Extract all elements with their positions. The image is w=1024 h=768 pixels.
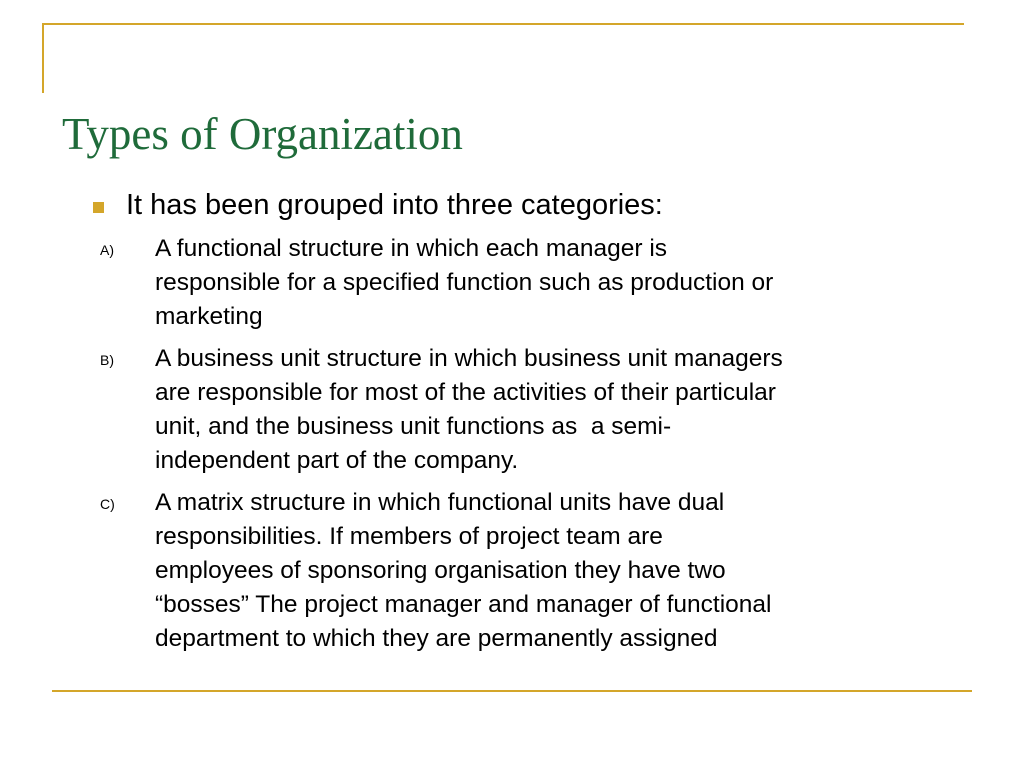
category-item-a [96, 232, 976, 334]
item-line: are responsible for most of the activities of their particular [155, 379, 776, 406]
item-line: independent part of the company. [155, 447, 519, 474]
item-text [155, 342, 965, 478]
item-marker: C) [100, 496, 115, 512]
item-line: employees of sponsoring organisation they have two [155, 557, 726, 584]
item-line: A matrix structure in which functional units have dual [155, 489, 725, 516]
item-line: responsible for a specified function such as production or [155, 269, 774, 296]
item-marker: A) [100, 242, 114, 258]
category-item-c [96, 486, 976, 656]
category-item-b [96, 342, 976, 478]
category-list [96, 232, 976, 664]
item-line: marketing [155, 303, 263, 330]
item-line: “bosses” The project manager and manager of functional [155, 591, 772, 618]
item-marker: B) [100, 352, 114, 368]
item-line: A functional structure in which each manager is [155, 235, 668, 262]
item-text [155, 486, 965, 656]
frame-left-line [42, 23, 44, 93]
square-bullet-icon [93, 202, 104, 213]
intro-text: It has been grouped into three categories: [126, 189, 663, 221]
item-text [155, 232, 965, 334]
item-line: responsibilities. If members of project team are [155, 523, 663, 550]
item-line: unit, and the business unit functions as a semi- [155, 413, 672, 440]
item-line: department to which they are permanently assigned [155, 625, 718, 652]
frame-top-line [42, 23, 964, 25]
item-line: A business unit structure in which business unit managers [155, 345, 783, 372]
frame-bottom-line [52, 690, 972, 692]
slide-title: Types of Organization [62, 109, 463, 159]
